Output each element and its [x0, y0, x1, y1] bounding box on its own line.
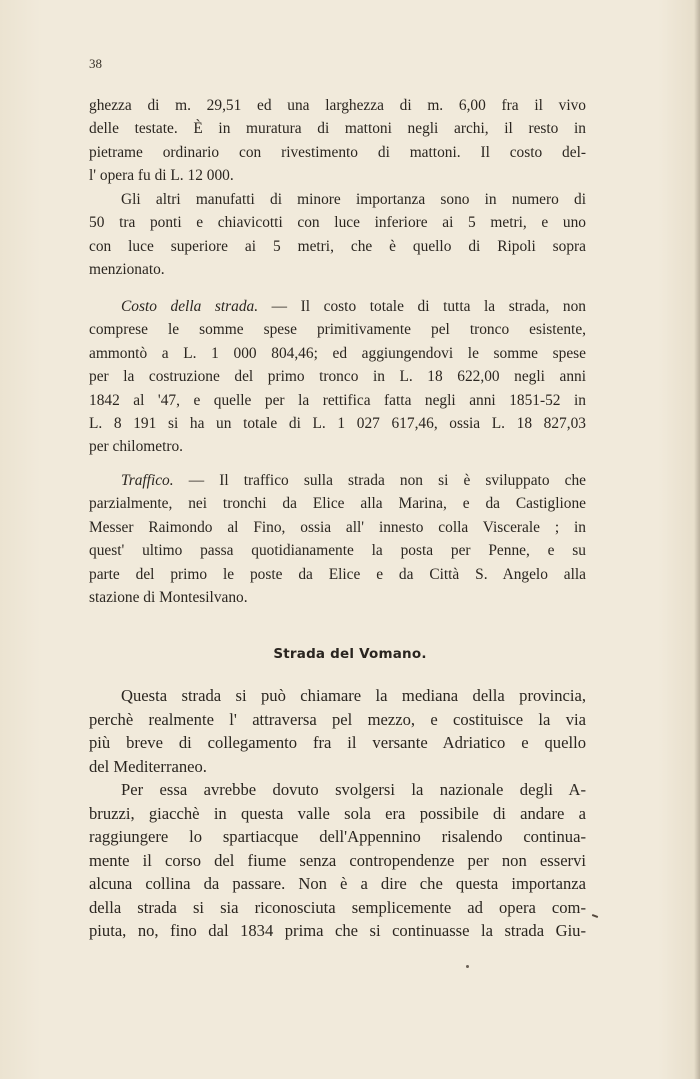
text-fragment: — Il traffico sulla strada non si è sviluppato che [173, 472, 586, 489]
paragraph-vomano-intro [89, 684, 586, 778]
text-line: parte del primo le poste da Elice e da Città S. Angelo alla [89, 565, 586, 583]
text-line: Messer Raimondo al Fino, ossia all' innesto colla Viscerale ; in [89, 518, 586, 536]
text-line: per chilometro. [89, 438, 184, 456]
text-line: L. 8 191 si ha un totale di L. 1 027 617,46, ossia L. 18 827,03 [89, 414, 586, 432]
text-line: piuta, no, fino dal 1834 prima che si continuasse la strada Giu- [89, 921, 586, 940]
paragraph-road-cost [89, 295, 586, 459]
paragraph-vomano-history [89, 778, 586, 943]
page-number: 38 [89, 56, 102, 71]
text-line: raggiungere lo spartiacque dell'Appennino risalendo continua- [89, 827, 586, 846]
text-line: stazione di Montesilvano. [89, 588, 248, 606]
text-line: della strada si sia riconosciuta semplicemente ad opera com- [89, 897, 586, 917]
text-line: ammontò a L. 1 000 804,46; ed aggiungendovi le somme spese [89, 344, 586, 362]
text-line: perchè realmente l' attraversa pel mezzo, e costituisce la via [89, 709, 586, 729]
section-heading: Strada del Vomano. [273, 646, 427, 662]
text-fragment: — Il costo totale di tutta la strada, non [258, 298, 586, 315]
paragraph-traffic [89, 469, 586, 609]
section-title-road-cost: Costo della strada. [121, 298, 259, 315]
text-line: Questa strada si può chiamare la mediana della provincia, [121, 686, 586, 705]
text-line [89, 469, 586, 492]
text-line: l' opera fu di L. 12 000. [89, 167, 234, 185]
text-line: parzialmente, nei tronchi da Elice alla Marina, e da Castiglione [89, 495, 586, 513]
paragraph-other-structures [89, 188, 586, 282]
text-line: Per essa avrebbe dovuto svolgersi la nazionale degli A- [121, 780, 586, 799]
text-line: del Mediterraneo. [89, 756, 207, 776]
text-line: ghezza di m. 29,51 ed una larghezza di m. 6,00 fra il vivo [89, 97, 586, 114]
text-line: 50 tra ponti e chiavicotti con luce inferiore ai 5 metri, e uno [89, 214, 586, 232]
text-line: quest' ultimo passa quotidianamente la posta per Penne, e su [89, 542, 586, 560]
text-line [89, 295, 586, 318]
text-line: alcuna collina da passare. Non è a dire che questa importanza [89, 874, 586, 893]
text-line: più breve di collegamento fra il versante Adriatico e quello [89, 733, 586, 752]
text-line: comprese le somme spese primitivamente pel tronco esistente, [89, 321, 586, 339]
text-line: Gli altri manufatti di minore importanza sono in numero di [121, 191, 586, 208]
ink-dot [466, 965, 469, 968]
text-line: bruzzi, giacchè in questa valle sola era possibile di andare a [89, 803, 586, 823]
text-line: per la costruzione del primo tronco in L. 18 622,00 negli anni [89, 368, 586, 386]
ink-mark [592, 914, 598, 918]
section-title-traffic: Traffico. [121, 472, 174, 489]
text-line: 1842 al '47, e quelle per la rettifica fatta negli anni 1851-52 in [89, 391, 586, 409]
text-line: menzionato. [89, 261, 165, 279]
text-line: mente il corso del fiume senza contropendenze per non esservi [89, 850, 586, 870]
text-line: con luce superiore ai 5 metri, che è quello di Ripoli sopra [89, 237, 586, 255]
text-line: delle testate. È in muratura di mattoni negli archi, il resto in [89, 120, 586, 138]
paragraph-bridge-description [89, 94, 586, 188]
text-line: pietrame ordinario con rivestimento di mattoni. Il costo del- [89, 143, 586, 161]
